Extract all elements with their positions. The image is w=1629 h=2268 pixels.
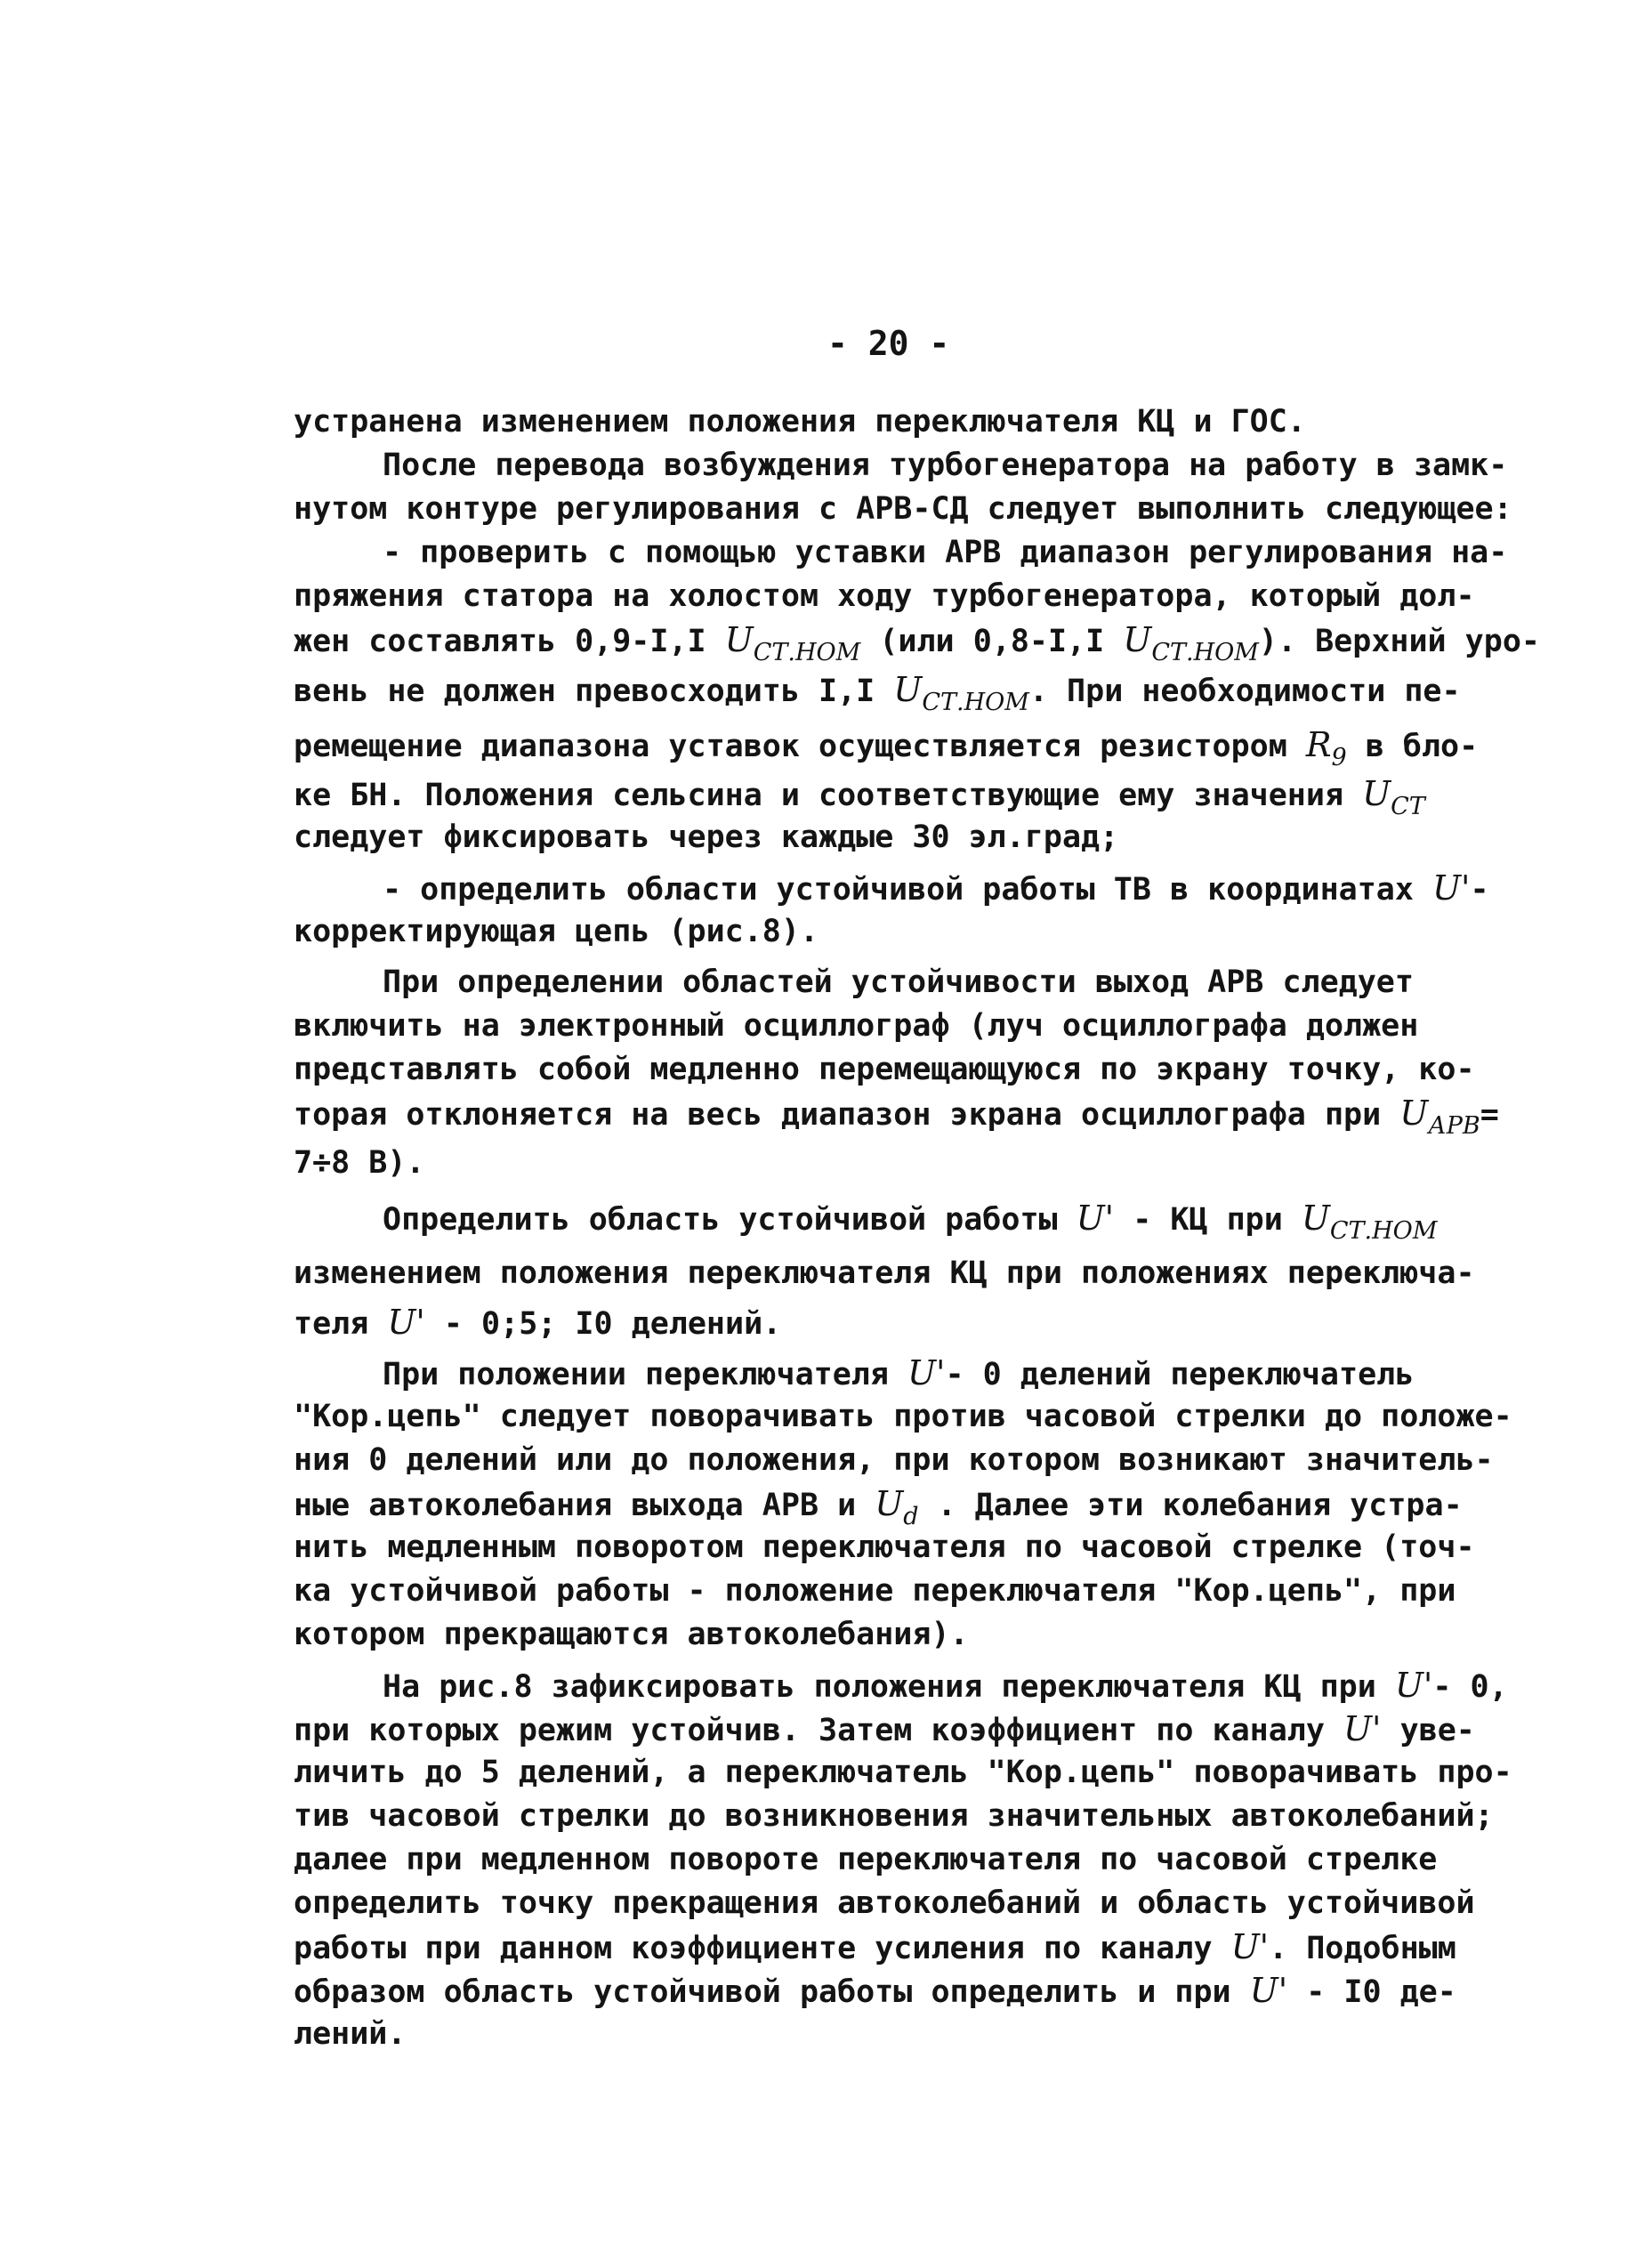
text-run: ния 0 делений или до положения, при котором возникают значитель- [294, 1442, 1494, 1478]
text-run: - I0 де- [1287, 1974, 1456, 2010]
text-line [294, 1048, 1486, 1092]
math-variable: U' [907, 1353, 946, 1392]
math-subscript: d [903, 1503, 919, 1530]
text-line [294, 1135, 1486, 1190]
text-run: образом область устойчивой работы определить и при [294, 1974, 1250, 2010]
text-run: нить медленным поворотом переключателя по часовой стрелке (точ- [294, 1529, 1475, 1565]
text-line [294, 1707, 1486, 1751]
text-run: ). Верхний уро- [1258, 624, 1540, 659]
math-subscript: 9 [1331, 744, 1347, 771]
text-line [294, 1570, 1486, 1613]
math-variable: U [1362, 774, 1391, 813]
text-run: ка устойчивой работы - положение переключателя "Кор.цепь", при [294, 1573, 1456, 1609]
text-line [294, 1439, 1494, 1482]
text-line [294, 1751, 1512, 1795]
text-run: Определить область устойчивой работы [383, 1202, 1077, 1238]
math-variable: U' [1432, 868, 1471, 908]
math-variable: U' [387, 1303, 425, 1342]
text-run: работы при данном коэффициенте усиления по каналу [294, 1931, 1231, 1966]
text-line [294, 1925, 1486, 1969]
text-run: тив часовой стрелки до возникновения значительных автоколебаний; [294, 1798, 1494, 1834]
text-run: 7÷8 В). [294, 1145, 425, 1181]
text-line [294, 1005, 1486, 1048]
text-run: изменением положения переключателя КЦ при положениях переключа- [294, 1255, 1475, 1291]
math-variable: U [893, 670, 923, 709]
math-subscript: АРВ [1428, 1112, 1480, 1140]
text-line [294, 1352, 1486, 1395]
text-line [294, 618, 1540, 666]
text-line [294, 1838, 1486, 1882]
text-run: - [1470, 872, 1489, 908]
text-run: ке БН. Положения сельсина и соответствующие ему значения [294, 778, 1363, 813]
text-line [294, 531, 1508, 575]
text-line [294, 1395, 1512, 1439]
text-line [294, 1882, 1486, 1925]
math-subscript: СТ.НОМ [753, 639, 861, 666]
text-run: При положении переключателя [383, 1357, 908, 1392]
text-line [294, 1969, 1486, 2013]
text-run: личить до 5 делений, а переключатель "Кор.цепь" поворачивать про- [294, 1755, 1512, 1790]
text-line [294, 1526, 1486, 1570]
text-run: включить на электронный осциллограф (луч осциллографа должен [294, 1008, 1419, 1044]
text-run: - 0;5; I0 делений. [424, 1306, 782, 1342]
text-run: . При необходимости пе- [1028, 674, 1461, 709]
math-subscript: СТ.НОМ [1151, 639, 1259, 666]
text-run: устранена изменением положения переключателя КЦ и ГОС. [294, 404, 1306, 440]
text-run: - 0 делений переключатель [945, 1357, 1415, 1392]
text-run: - 0, [1432, 1669, 1508, 1705]
text-line [294, 1613, 1486, 1657]
math-subscript: СТ.НОМ [922, 689, 1029, 716]
text-run: - определить области устойчивой работы ТВ в координатах [383, 872, 1433, 908]
math-subscript: СТ.НОМ [1329, 1217, 1438, 1245]
text-run: нутом контуре регулирования с АРВ-СД следует выполнить следующее: [294, 491, 1512, 527]
math-variable: U [1399, 1094, 1429, 1133]
text-run: (или 0,8-I,I [860, 624, 1124, 659]
text-line [294, 662, 1486, 717]
text-line [294, 575, 1486, 618]
math-variable: U [724, 620, 754, 659]
math-variable: U' [1230, 1927, 1270, 1966]
text-line [294, 961, 1486, 1005]
text-run: . Далее эти колебания устра- [918, 1488, 1463, 1523]
math-subscript: СТ [1391, 793, 1425, 820]
text-run: ремещение диапазона уставок осуществляется резистором [294, 729, 1306, 764]
text-line [294, 1482, 1486, 1530]
text-line [294, 717, 1486, 772]
math-variable: U [875, 1484, 904, 1523]
text-run: На рис.8 зафиксировать положения переключателя КЦ при [383, 1669, 1395, 1705]
text-line [294, 1664, 1508, 1707]
text-line [294, 1092, 1499, 1140]
text-line [294, 2013, 1486, 2056]
text-line [294, 1246, 1486, 1301]
text-run: уве- [1381, 1713, 1475, 1748]
text-run: "Кор.цепь" следует поворачивать против часовой стрелки до положе- [294, 1399, 1512, 1434]
math-variable: U' [1249, 1971, 1288, 2010]
text-run: торая отклоняется на весь диапазон экрана осциллографа при [294, 1097, 1400, 1133]
math-variable: U' [1076, 1199, 1115, 1238]
text-run: жен составлять 0,9-I,I [294, 624, 725, 659]
text-run: в бло- [1346, 729, 1479, 764]
math-variable: R [1305, 725, 1332, 764]
text-run: ные автоколебания выхода АРВ и [294, 1488, 875, 1523]
math-variable: U' [1343, 1709, 1382, 1748]
text-run: лений. [294, 2016, 407, 2052]
text-run: котором прекращаются автоколебания). [294, 1617, 969, 1652]
text-run: - проверить с помощью уставки АРВ диапазон регулирования на- [383, 535, 1508, 570]
text-run: После перевода возбуждения турбогенератора на работу в замк- [383, 448, 1508, 483]
text-run: вень не должен превосходить I,I [294, 674, 894, 709]
math-variable: U' [1394, 1666, 1433, 1705]
text-run: пряжения статора на холостом ходу турбогенератора, который дол- [294, 578, 1475, 614]
math-variable: U [1301, 1199, 1330, 1238]
text-run: определить точку прекращения автоколебаний и область устойчивой [294, 1885, 1475, 1921]
text-run: корректирующая цепь (рис.8). [294, 914, 819, 949]
text-line [294, 444, 1508, 488]
text-line [294, 400, 1486, 444]
text-run: . Подобным [1269, 1931, 1456, 1966]
text-line [294, 816, 1486, 860]
math-variable: U [1123, 620, 1152, 659]
text-run: - КЦ при [1114, 1202, 1302, 1238]
text-run: = [1480, 1097, 1499, 1133]
text-run: следует фиксировать через каждые 30 эл.град; [294, 819, 1119, 855]
text-line [294, 488, 1512, 531]
text-run: далее при медленном повороте переключателя по часовой стрелке [294, 1842, 1438, 1877]
text-run: представлять собой медленно перемещающуюся по экрану точку, ко- [294, 1052, 1475, 1087]
body-text [294, 400, 1540, 2056]
text-line [294, 1301, 1486, 1344]
text-line [294, 772, 1486, 820]
text-run: теля [294, 1306, 388, 1342]
text-line [294, 910, 1486, 954]
text-run: при которых режим устойчив. Затем коэффициент по каналу [294, 1713, 1344, 1748]
text-run: При определении областей устойчивости выход АРВ следует [383, 965, 1414, 1000]
text-line [294, 1190, 1486, 1246]
page-number: - 20 - [827, 324, 950, 363]
text-line [294, 1795, 1494, 1838]
text-line [294, 867, 1489, 910]
